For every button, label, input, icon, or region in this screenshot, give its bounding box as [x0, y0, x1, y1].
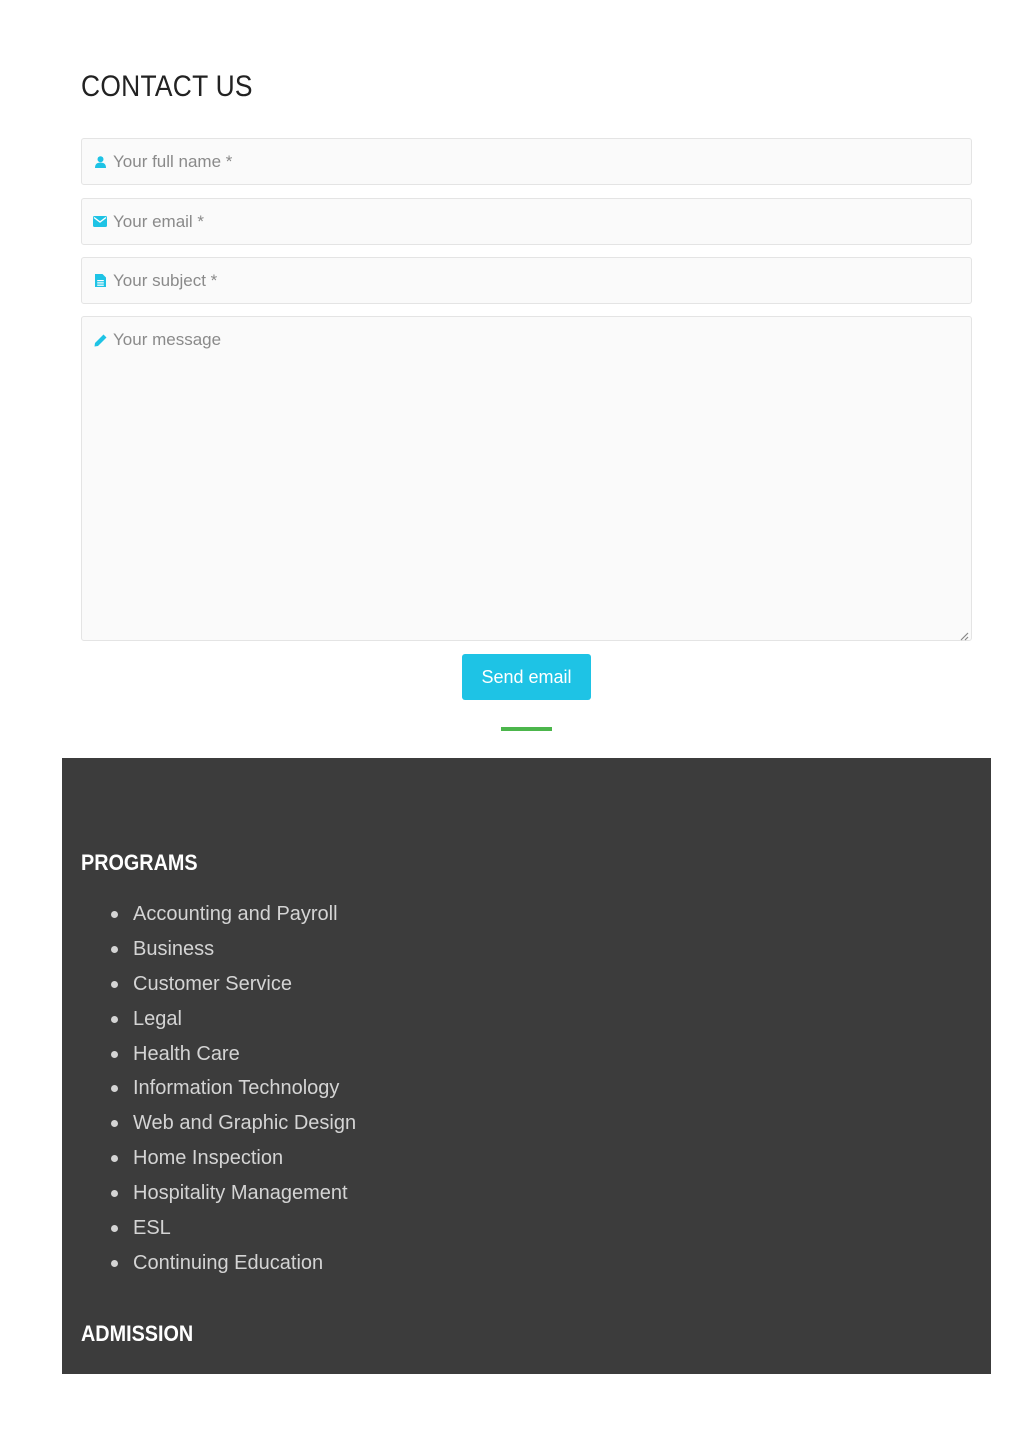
- section-divider: [501, 727, 552, 731]
- program-label: Customer Service: [133, 972, 292, 995]
- program-label: Hospitality Management: [133, 1182, 348, 1205]
- program-link-customer-service[interactable]: [62, 967, 356, 1002]
- subject-input[interactable]: [113, 271, 971, 291]
- footer: [62, 758, 991, 1374]
- program-link-esl[interactable]: [62, 1211, 356, 1246]
- program-link-health-care[interactable]: [62, 1037, 356, 1072]
- user-icon: [93, 155, 107, 169]
- program-label: ESL: [133, 1217, 171, 1240]
- program-link-accounting-payroll[interactable]: [62, 897, 356, 932]
- programs-heading: PROGRAMS: [81, 850, 198, 875]
- bullet-icon: [111, 1225, 118, 1232]
- admission-heading: ADMISSION: [81, 1321, 194, 1346]
- bullet-icon: [111, 1155, 118, 1162]
- program-label: Home Inspection: [133, 1147, 284, 1170]
- full-name-input[interactable]: [113, 152, 971, 172]
- program-link-business[interactable]: [62, 932, 356, 967]
- bullet-icon: [111, 1190, 118, 1197]
- program-link-continuing-education[interactable]: [62, 1246, 356, 1281]
- document-icon: [93, 274, 107, 288]
- resize-handle-icon[interactable]: [959, 628, 969, 638]
- message-field[interactable]: [81, 316, 972, 641]
- bullet-icon: [111, 1016, 118, 1023]
- program-link-information-technology[interactable]: [62, 1071, 356, 1106]
- bullet-icon: [111, 946, 118, 953]
- send-email-button[interactable]: Send email: [462, 654, 591, 700]
- subject-field[interactable]: [81, 257, 972, 304]
- message-input[interactable]: [113, 329, 971, 629]
- bullet-icon: [111, 1051, 118, 1058]
- program-link-home-inspection[interactable]: [62, 1141, 356, 1176]
- program-label: Continuing Education: [133, 1251, 324, 1274]
- program-label: Health Care: [133, 1042, 240, 1065]
- bullet-icon: [111, 911, 118, 918]
- bullet-icon: [111, 1260, 118, 1267]
- email-field[interactable]: [81, 198, 972, 245]
- full-name-field[interactable]: [81, 138, 972, 185]
- program-label: Legal: [133, 1007, 182, 1030]
- bullet-icon: [111, 1085, 118, 1092]
- email-input[interactable]: [113, 212, 971, 232]
- envelope-icon: [93, 215, 107, 229]
- program-label: Web and Graphic Design: [133, 1112, 357, 1135]
- program-label: Information Technology: [133, 1077, 340, 1100]
- program-link-hospitality-management[interactable]: [62, 1176, 356, 1211]
- program-label: Business: [133, 937, 215, 960]
- bullet-icon: [111, 1120, 118, 1127]
- program-link-web-graphic-design[interactable]: [62, 1106, 356, 1141]
- bullet-icon: [111, 981, 118, 988]
- contact-title: CONTACT US: [81, 70, 253, 103]
- programs-list: [62, 897, 356, 1281]
- program-link-legal[interactable]: [62, 1002, 356, 1037]
- pencil-icon: [93, 333, 107, 347]
- program-label: Accounting and Payroll: [133, 903, 338, 925]
